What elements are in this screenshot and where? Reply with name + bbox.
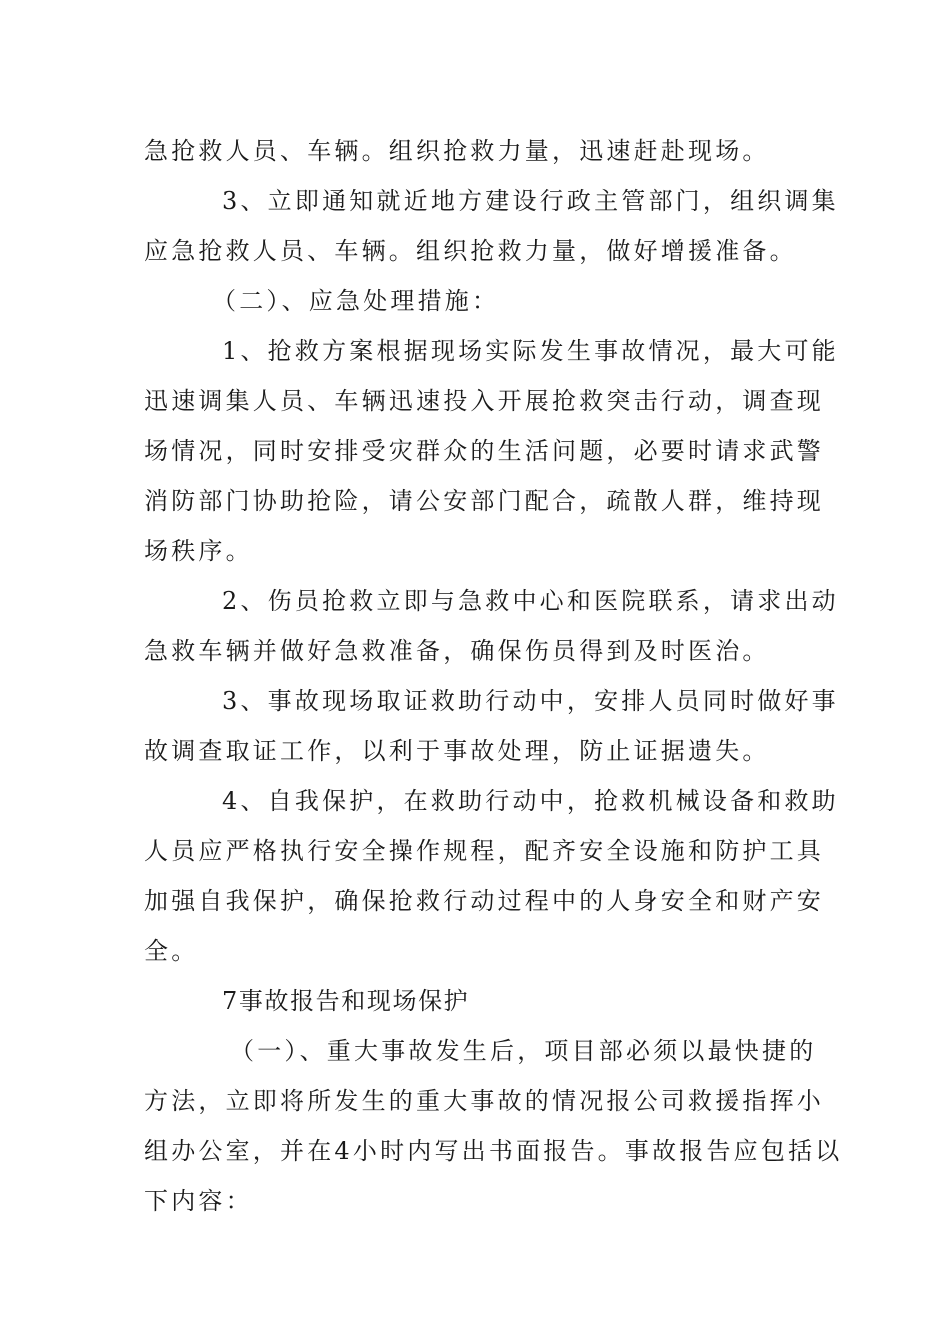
text-line: 方法，立即将所发生的重大事故的情况报公司救援指挥小: [144, 1087, 824, 1115]
text-line: 组办公室，并在4小时内写出书面报告。事故报告应包括以: [144, 1137, 843, 1165]
text-line: 场秩序。: [144, 537, 253, 565]
text-line: 故调查取证工作，以利于事故处理，防止证据遗失。: [144, 737, 770, 765]
text-line: 3、事故现场取证救助行动中，安排人员同时做好事: [222, 687, 839, 715]
text-line: 2、伤员抢救立即与急救中心和医院联系，请求出动: [222, 587, 839, 615]
text-line: 急救车辆并做好急救准备，确保伤员得到及时医治。: [144, 637, 770, 665]
text-line: （一）、重大事故发生后，项目部必须以最快捷的: [230, 1037, 817, 1065]
section-heading: 7事故报告和现场保护: [222, 987, 470, 1015]
text-line: 急抢救人员、车辆。组织抢救力量，迅速赶赴现场。: [144, 137, 770, 165]
text-line: 人员应严格执行安全操作规程，配齐安全设施和防护工具: [144, 837, 824, 865]
text-line: 迅速调集人员、车辆迅速投入开展抢救突击行动，调查现: [144, 387, 824, 415]
text-line: 3、立即通知就近地方建设行政主管部门，组织调集: [222, 187, 839, 215]
text-line: 应急抢救人员、车辆。组织抢救力量，做好增援准备。: [144, 237, 797, 265]
text-line: 1、抢救方案根据现场实际发生事故情况，最大可能: [222, 337, 839, 365]
text-line: 消防部门协助抢险，请公安部门配合，疏散人群，维持现: [144, 487, 824, 515]
text-line: 4、自我保护，在救助行动中，抢救机械设备和救助: [222, 787, 839, 815]
text-line: 下内容：: [144, 1187, 253, 1215]
text-line: 全。: [144, 937, 199, 965]
section-heading: （二）、应急处理措施：: [212, 287, 500, 315]
text-line: 加强自我保护，确保抢救行动过程中的人身安全和财产安: [144, 887, 824, 915]
text-line: 场情况，同时安排受灾群众的生活问题，必要时请求武警: [144, 437, 824, 465]
